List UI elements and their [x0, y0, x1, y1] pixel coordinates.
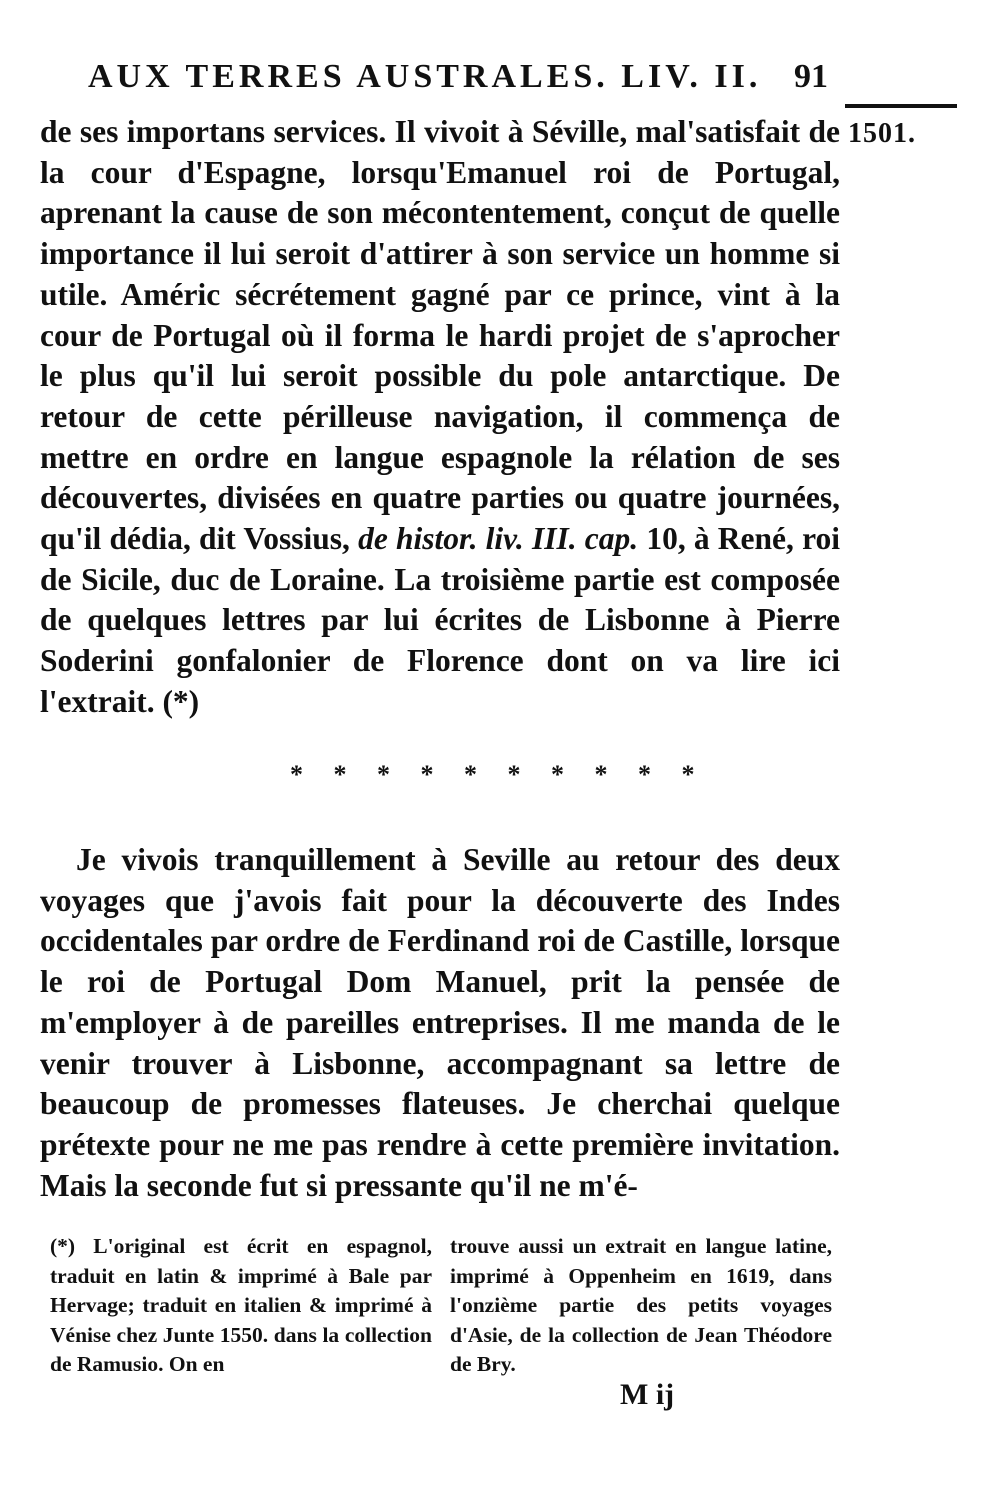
- letter-paragraph: [40, 840, 840, 1206]
- running-title: AUX TERRES AUSTRALES. LIV. II.: [88, 58, 762, 95]
- header-rule: [845, 104, 957, 108]
- signature-mark: M ij: [620, 1378, 675, 1411]
- intro-text-before-citation: de ses importans services. Il vivoit à Séville, mal'satisfait de la cour d'Espagne, lorsqu'Emanuel roi de Portugal, aprenant la cause de son mécontentement, conçut de quelle importance il lui seroit d'attirer à son service un homme si utile. Améric sécrétement gagné par ce prince, vint à la cour de Portugal où il forma le hardi projet de s'aprocher le plus qu'il lui seroit possible du pole antarctique. De retour de cette périlleuse navigation, il commença de mettre en ordre en langue espagnole la rélation de ses découvertes, divisées en quatre parties ou quatre journées, qu'il dédia, dit Vossius,: [40, 114, 840, 557]
- running-head: [88, 58, 828, 96]
- page-number: 91: [794, 58, 828, 95]
- intro-paragraph: [40, 112, 840, 723]
- letter-text: Je vivois tranquillement à Seville au retour des deux voyages que j'avois fait pour la découverte des Indes occidentales par ordre de Ferdinand roi de Castille, lorsque le roi de Portugal Dom Manuel, prit la pensée de m'employer à de pareilles entreprises. Il me manda de le venir trouver à Lisbonne, accompagnant sa lettre de beaucoup de promesses flateuses. Je cherchai quelque prétexte pour ne me pas rendre à cette première invitation. Mais la seconde fut si pressante qu'il ne m'é-: [40, 842, 840, 1203]
- margin-year: 1501.: [848, 118, 916, 149]
- section-separator: * * * * * * * * * *: [290, 760, 707, 789]
- footnote-right-column: trouve aussi un extrait en langue latine, imprimé à Oppenheim en 1619, dans l'onzième partie des petits voyages d'Asie, de la collection de Jean Théodore de Bry.: [450, 1234, 832, 1376]
- citation: de histor. liv. III. cap.: [358, 521, 639, 557]
- intro-text-after-citation: 10, à René, roi de Sicile, duc de Loraine. La troisième partie est composée de quelques lettres par lui écrites de Lisbonne à Pierre Soderini gonfalonier de Florence dont on va lire ici l'extrait. (*): [40, 521, 840, 719]
- footnote-left-column: (*) L'original est écrit en espagnol, traduit en latin & imprimé à Bale par Hervage; traduit en italien & imprimé à Vénise chez Junte 1550. dans la collection de Ramusio. On en: [50, 1234, 432, 1376]
